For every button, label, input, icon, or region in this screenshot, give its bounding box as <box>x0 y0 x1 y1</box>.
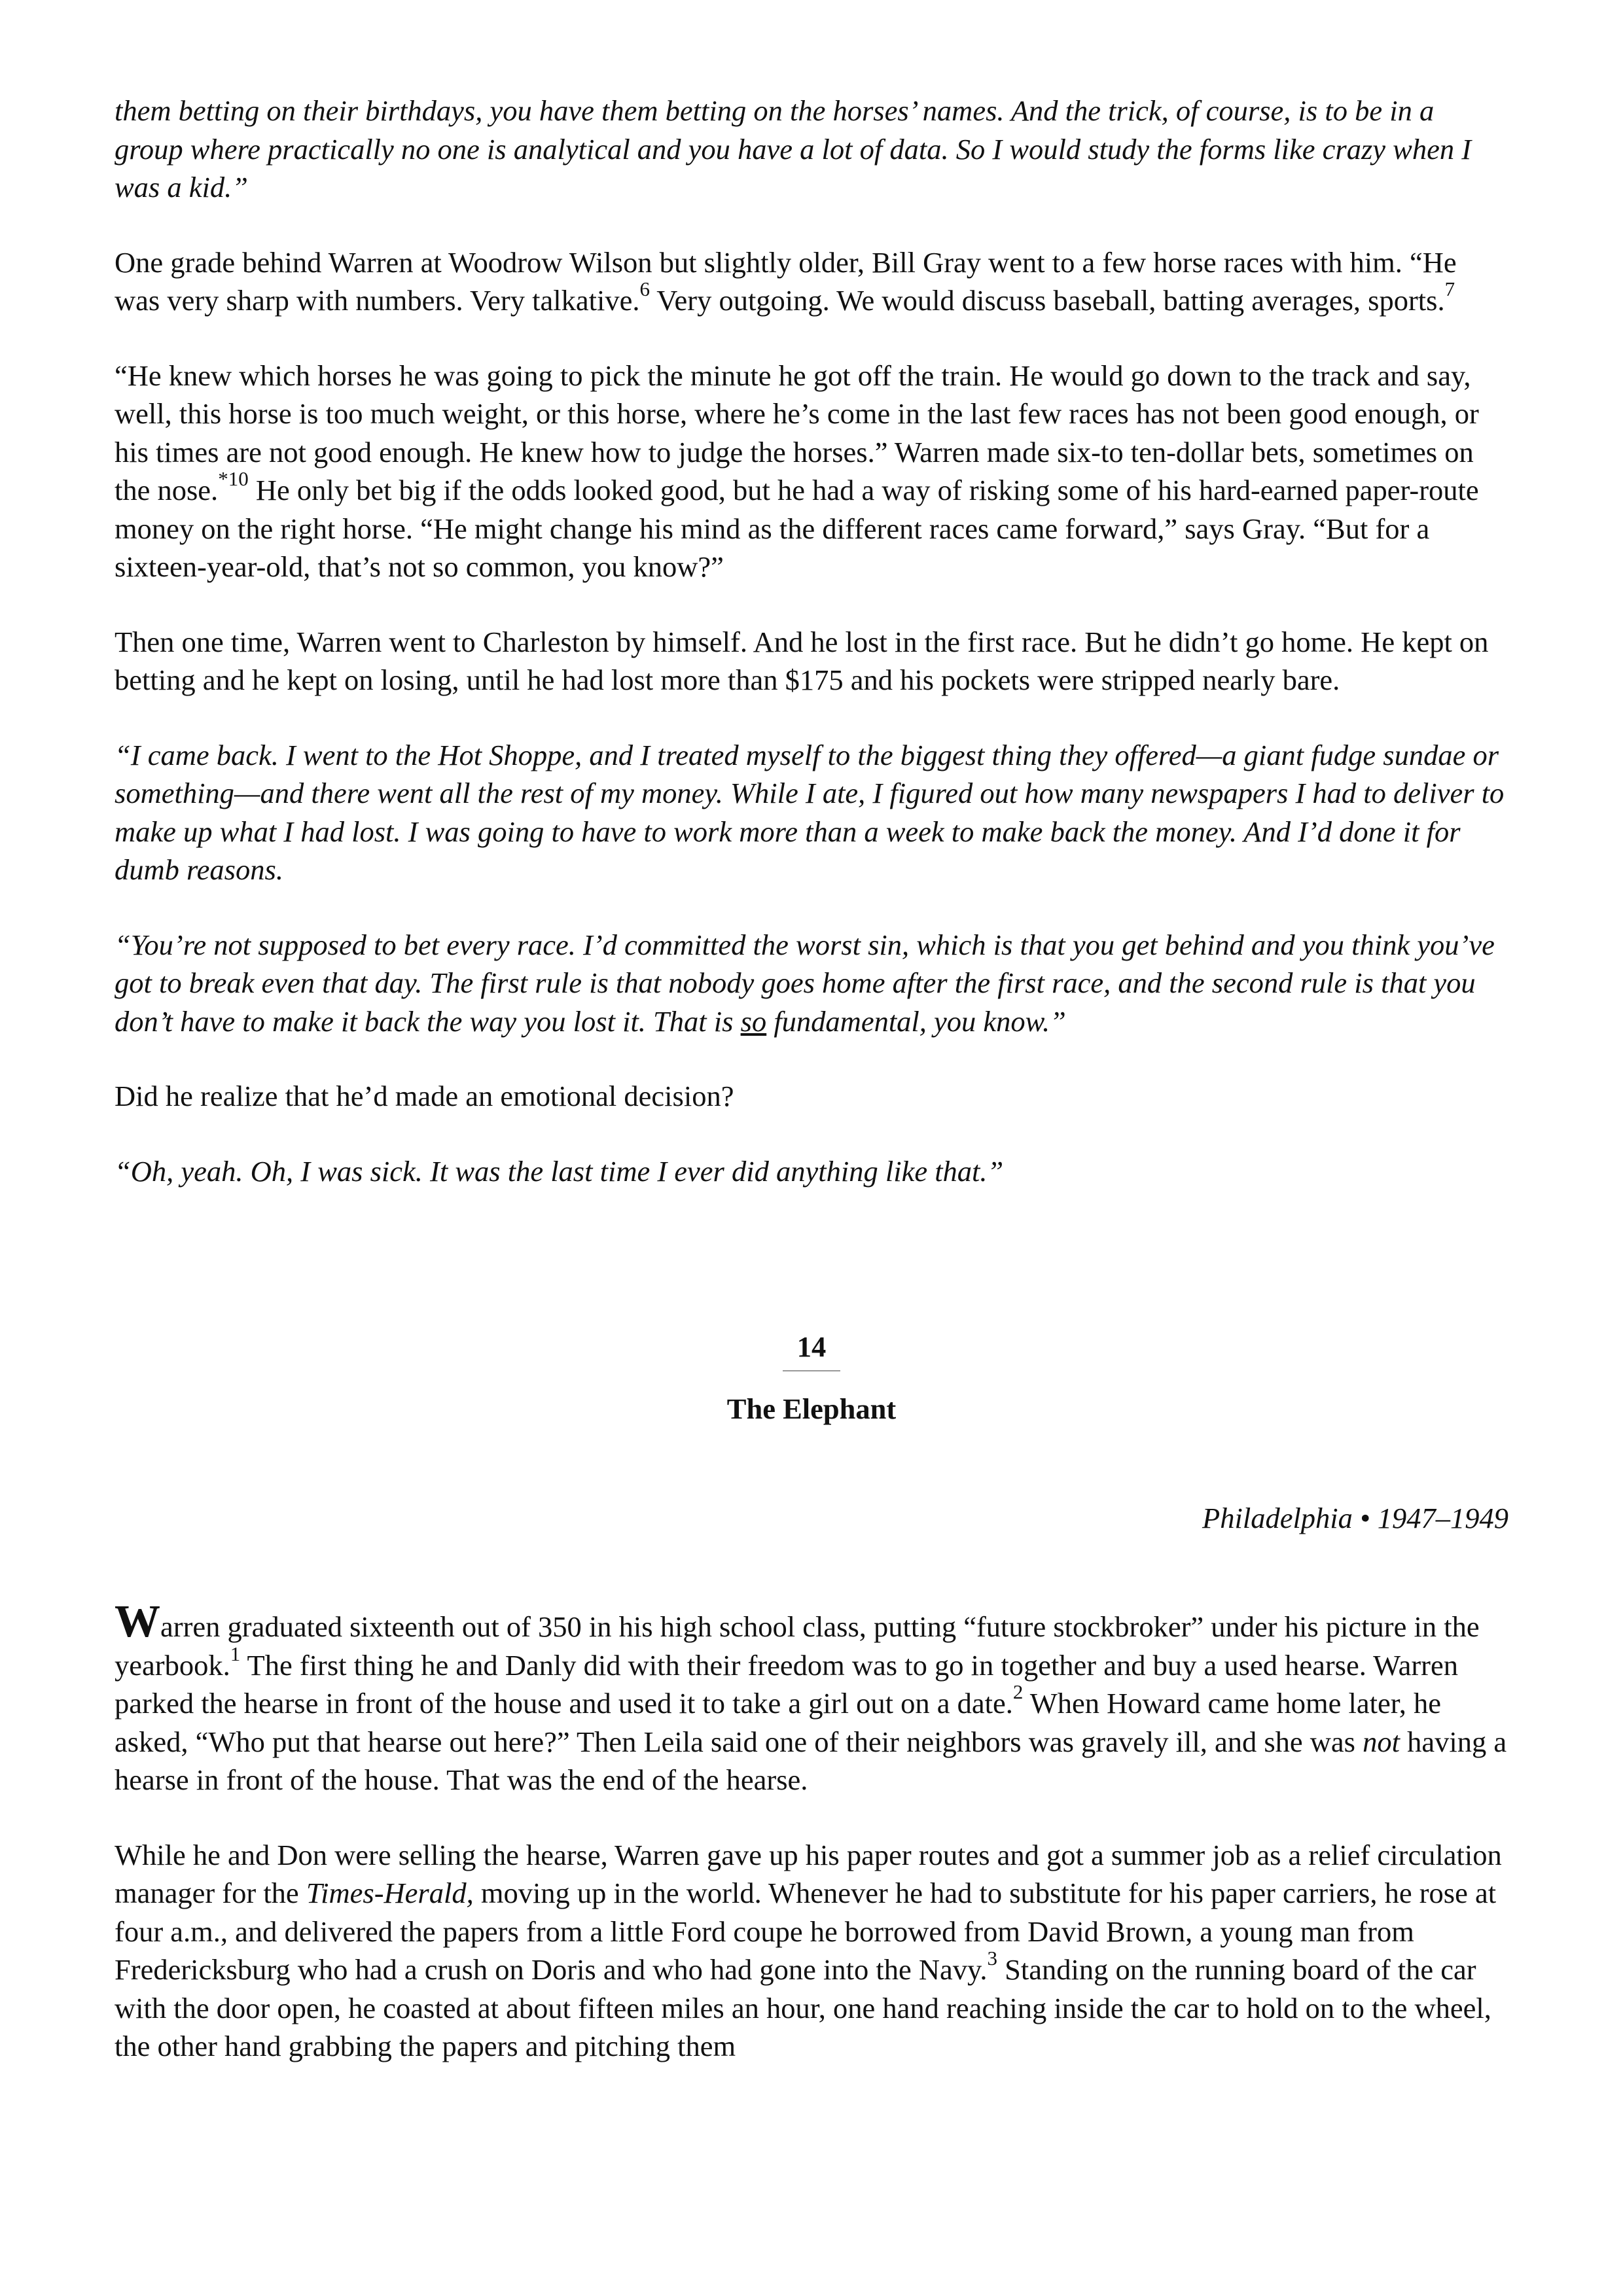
text-run: The first thing he and Danly did with their freedom was to go in together and buy a used hearse. Warren parked the hearse in front of the house and used it to take a girl out on a date. <box>115 1648 1458 1720</box>
chapter-dateline: Philadelphia • 1947–1949 <box>1202 1501 1508 1534</box>
paragraph <box>115 926 1508 1041</box>
text-run: When Howard came home later, he asked, “Who put that hearse out here?” Then Leila said one of their neighbors was gravely ill, and she was <box>115 1687 1442 1758</box>
text-run: Standing on the running board of the car with the door open, he coasted at about fifteen miles an hour, one hand reaching inside the car to hold on to the wheel, the other hand grabbing the papers and pitching them <box>115 1953 1491 2062</box>
book-page <box>115 92 1508 2102</box>
text-run: them betting on their birthdays, you have them betting on the horses’ names. And the trick, of course, is to be in a group where practically no one is analytical and you have a lot of data. So I would study the forms like crazy when I was a kid.” <box>115 94 1472 203</box>
footnote-marker: 3 <box>987 1947 997 1970</box>
text-run: Did he realize that he’d made an emotional decision? <box>115 1080 734 1112</box>
text-run: “Oh, yeah. Oh, I was sick. It was the last time I ever did anything like that.” <box>115 1154 1004 1188</box>
text-run: One grade behind Warren at Woodrow Wilson but slightly older, Bill Gray went to a few horse races with him. “He was very sharp with numbers. Very talkative. <box>115 245 1457 317</box>
drop-cap: W <box>115 1597 160 1647</box>
paragraph <box>115 623 1508 699</box>
paragraph <box>115 243 1508 320</box>
text-run: While he and Don were selling the hearse, Warren gave up his paper routes and got a summer job as a relief circulation manager for the <box>115 1838 1502 1909</box>
paragraph <box>115 736 1508 889</box>
italic-text: not <box>1363 1725 1400 1758</box>
text-run: having a hearse in front of the house. That was the end of the hearse. <box>115 1725 1507 1796</box>
text-run: Then one time, Warren went to Charleston by himself. And he lost in the first race. But he didn’t go home. He kept on betting and he kept on losing, until he had lost more than $175 and his pockets were stripped nearly bare. <box>115 625 1489 696</box>
text-run: fundamental, you know.” <box>766 1004 1066 1038</box>
footnote-marker: 7 <box>1444 277 1455 301</box>
text-run: arren graduated sixteenth out of 350 in his high school class, putting “future stockbroker” under his picture in the yearbook. <box>115 1610 1480 1682</box>
underlined-text: so <box>740 1004 767 1038</box>
text-run: “You’re not supposed to bet every race. I’d committed the worst sin, which is that you get behind and you think you’ve got to break even that day. The first rule is that nobody goes home after the first race, and the second rule is that you don’t have to make it back the way you lost it. That is <box>115 928 1495 1038</box>
chapter-number <box>115 1328 1508 1371</box>
paragraph <box>115 357 1508 586</box>
top-section <box>115 92 1508 1190</box>
paragraph <box>115 1077 1508 1116</box>
paragraph <box>115 92 1508 207</box>
footnote-marker: 1 <box>230 1642 241 1665</box>
paragraph <box>115 1836 1508 2066</box>
text-run: He only bet big if the odds looked good, but he had a way of risking some of his hard-earned paper-route money on the right horse. “He might change his mind as the different races came forward,” says Gray. “But for a sixteen-year-old, that’s not so common, you know?” <box>115 474 1479 583</box>
chapter-title: The Elephant <box>726 1392 897 1425</box>
footnote-marker: 6 <box>639 277 650 301</box>
footnote-marker: *10 <box>218 467 249 491</box>
text-run: moving up in the world. Whenever he had to substitute for his paper carriers, he rose at four a.m., and delivered the papers from a little Ford coupe he borrowed from David Brown, a young man from Fredericksburg who had a crush on Doris and who had gone into the Navy. <box>115 1877 1497 1986</box>
paragraph <box>115 1152 1508 1191</box>
text-run: “He knew which horses he was going to pick the minute he got off the train. He would go down to the track and say, well, this horse is too much weight, or this horse, where he’s come in the last few races has not been good enough, or his times are not good enough. He knew how to judge the horses.” Warren made six-to ten-dollar bets, sometimes on the nose. <box>115 359 1479 506</box>
italic-text: Times-Herald, <box>306 1877 474 1909</box>
bottom-section <box>115 1597 1508 2066</box>
text-run: “I came back. I went to the Hot Shoppe, and I treated myself to the biggest thing they offered—a giant fudge sundae or something—and there went all the rest of my money. While I ate, I figured out how many newspapers I had to deliver to make up what I had lost. I was going to have to work more than a week to make back the money. And I’d done it for dumb reasons. <box>115 738 1505 886</box>
chapter-number-text: 14 <box>783 1330 841 1371</box>
footnote-marker: 2 <box>1012 1680 1024 1704</box>
paragraph <box>115 1597 1508 1799</box>
text-run: Very outgoing. We would discuss baseball, batting averages, sports. <box>649 284 1445 317</box>
